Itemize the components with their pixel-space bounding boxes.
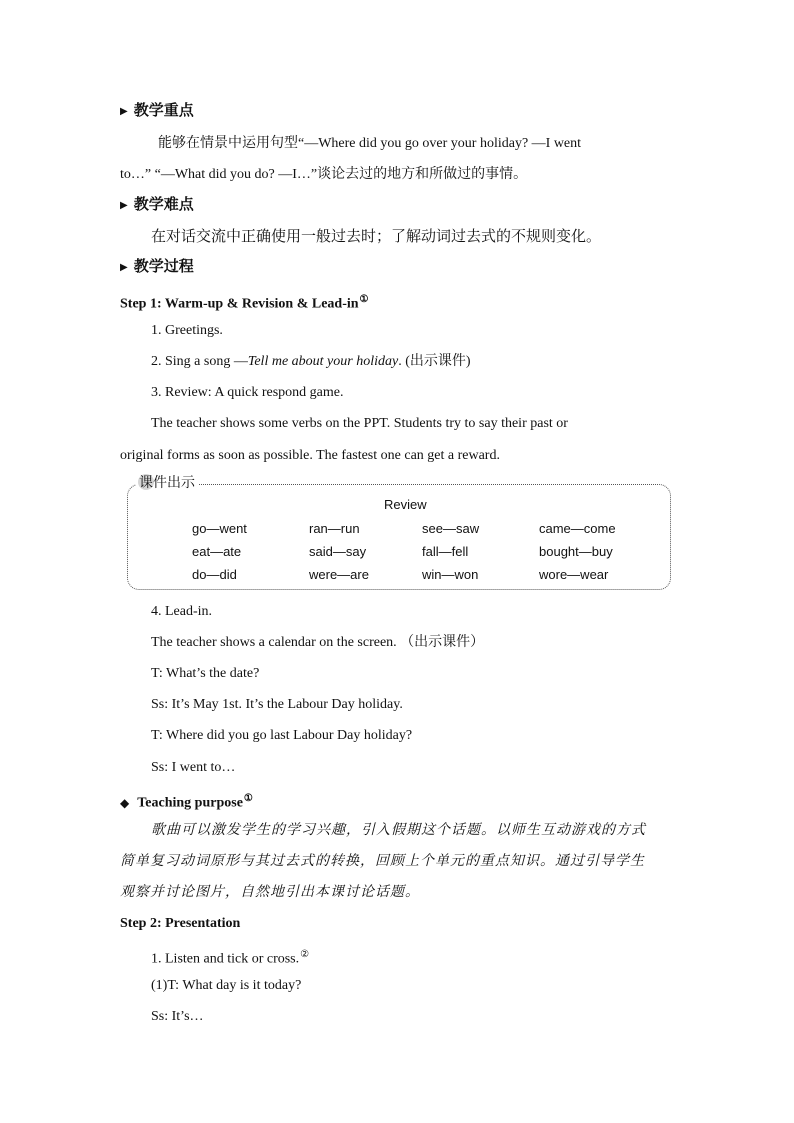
review-box-label: 课件出示 bbox=[136, 472, 198, 492]
diamond-bullet-icon: ◆ bbox=[120, 795, 130, 810]
purpose-line-1: 歌曲可以激发学生的学习兴趣，引入假期这个话题。以师生互动游戏的方式 bbox=[151, 822, 646, 838]
lead-in-line-5: Ss: I went to… bbox=[151, 760, 236, 775]
review-pair: came—come bbox=[539, 521, 616, 536]
review-pair: ran—run bbox=[309, 521, 360, 536]
step2-item-1: 1. Listen and tick or cross.② bbox=[151, 949, 310, 967]
triangle-bullet-icon: ▶ bbox=[120, 106, 128, 117]
lead-in-line-2: T: What’s the date? bbox=[151, 666, 260, 681]
footnote-marker: ② bbox=[300, 949, 310, 960]
key-points-line-2: to…” “—What did you do? —I…”谈论去过的地方和所做过的事情。 bbox=[120, 167, 528, 182]
step2-title: Step 2: Presentation bbox=[120, 916, 241, 931]
review-pair: wore—wear bbox=[539, 567, 609, 582]
difficulties-line-1: 在对话交流中正确使用一般过去时；了解动词过去式的不规则变化。 bbox=[151, 229, 602, 245]
step2-line-1: (1)T: What day is it today? bbox=[151, 978, 302, 993]
key-points-heading: ▶ 教学重点 bbox=[120, 103, 194, 119]
lead-in-line-1: The teacher shows a calendar on the screen. （出示课件） bbox=[151, 635, 485, 650]
review-pair: go—went bbox=[192, 521, 247, 536]
difficulties-heading: ▶ 教学难点 bbox=[120, 197, 194, 213]
footnote-marker: ① bbox=[243, 793, 253, 804]
lead-in-line-3: Ss: It’s May 1st. It’s the Labour Day holiday. bbox=[151, 697, 403, 712]
review-pair: fall—fell bbox=[422, 544, 469, 559]
step1-item-3: 3. Review: A quick respond game. bbox=[151, 385, 344, 400]
step1-title: Step 1: Warm-up & Revision & Lead-in① bbox=[120, 294, 369, 312]
triangle-bullet-icon: ▶ bbox=[120, 262, 128, 273]
review-title: Review bbox=[384, 497, 427, 512]
purpose-line-2: 简单复习动词原形与其过去式的转换，回顾上个单元的重点知识。通过引导学生 bbox=[120, 853, 645, 869]
lead-in-item: 4. Lead-in. bbox=[151, 604, 213, 619]
review-pair: see—saw bbox=[422, 521, 480, 536]
review-pair: said—say bbox=[309, 544, 367, 559]
review-pair: were—are bbox=[309, 567, 369, 582]
step1-item-1: 1. Greetings. bbox=[151, 323, 223, 338]
step1-item-2: 2. Sing a song —Tell me about your holiday. (出示课件) bbox=[151, 354, 471, 369]
step1-desc-2: original forms as soon as possible. The fastest one can get a reward. bbox=[120, 448, 500, 463]
step1-desc-1: The teacher shows some verbs on the PPT. Students try to say their past or bbox=[151, 416, 568, 431]
review-pair: eat—ate bbox=[192, 544, 242, 559]
review-pair: do—did bbox=[192, 567, 237, 582]
process-heading: ▶ 教学过程 bbox=[120, 259, 194, 275]
review-pair: bought—buy bbox=[539, 544, 613, 559]
key-points-line-1: 能够在情景中运用句型“—Where did you go over your holiday? —I went bbox=[158, 136, 582, 151]
song-title: Tell me about your holiday bbox=[247, 354, 399, 369]
teaching-purpose-heading: ◆ Teaching purpose① bbox=[120, 793, 253, 811]
footnote-marker: ① bbox=[359, 294, 369, 305]
purpose-line-3: 观察并讨论图片，自然地引出本课讨论话题。 bbox=[120, 884, 420, 900]
triangle-bullet-icon: ▶ bbox=[120, 200, 128, 211]
step2-line-2: Ss: It’s… bbox=[151, 1009, 204, 1024]
lead-in-line-4: T: Where did you go last Labour Day holiday? bbox=[151, 728, 413, 743]
review-pair: win—won bbox=[422, 567, 479, 582]
